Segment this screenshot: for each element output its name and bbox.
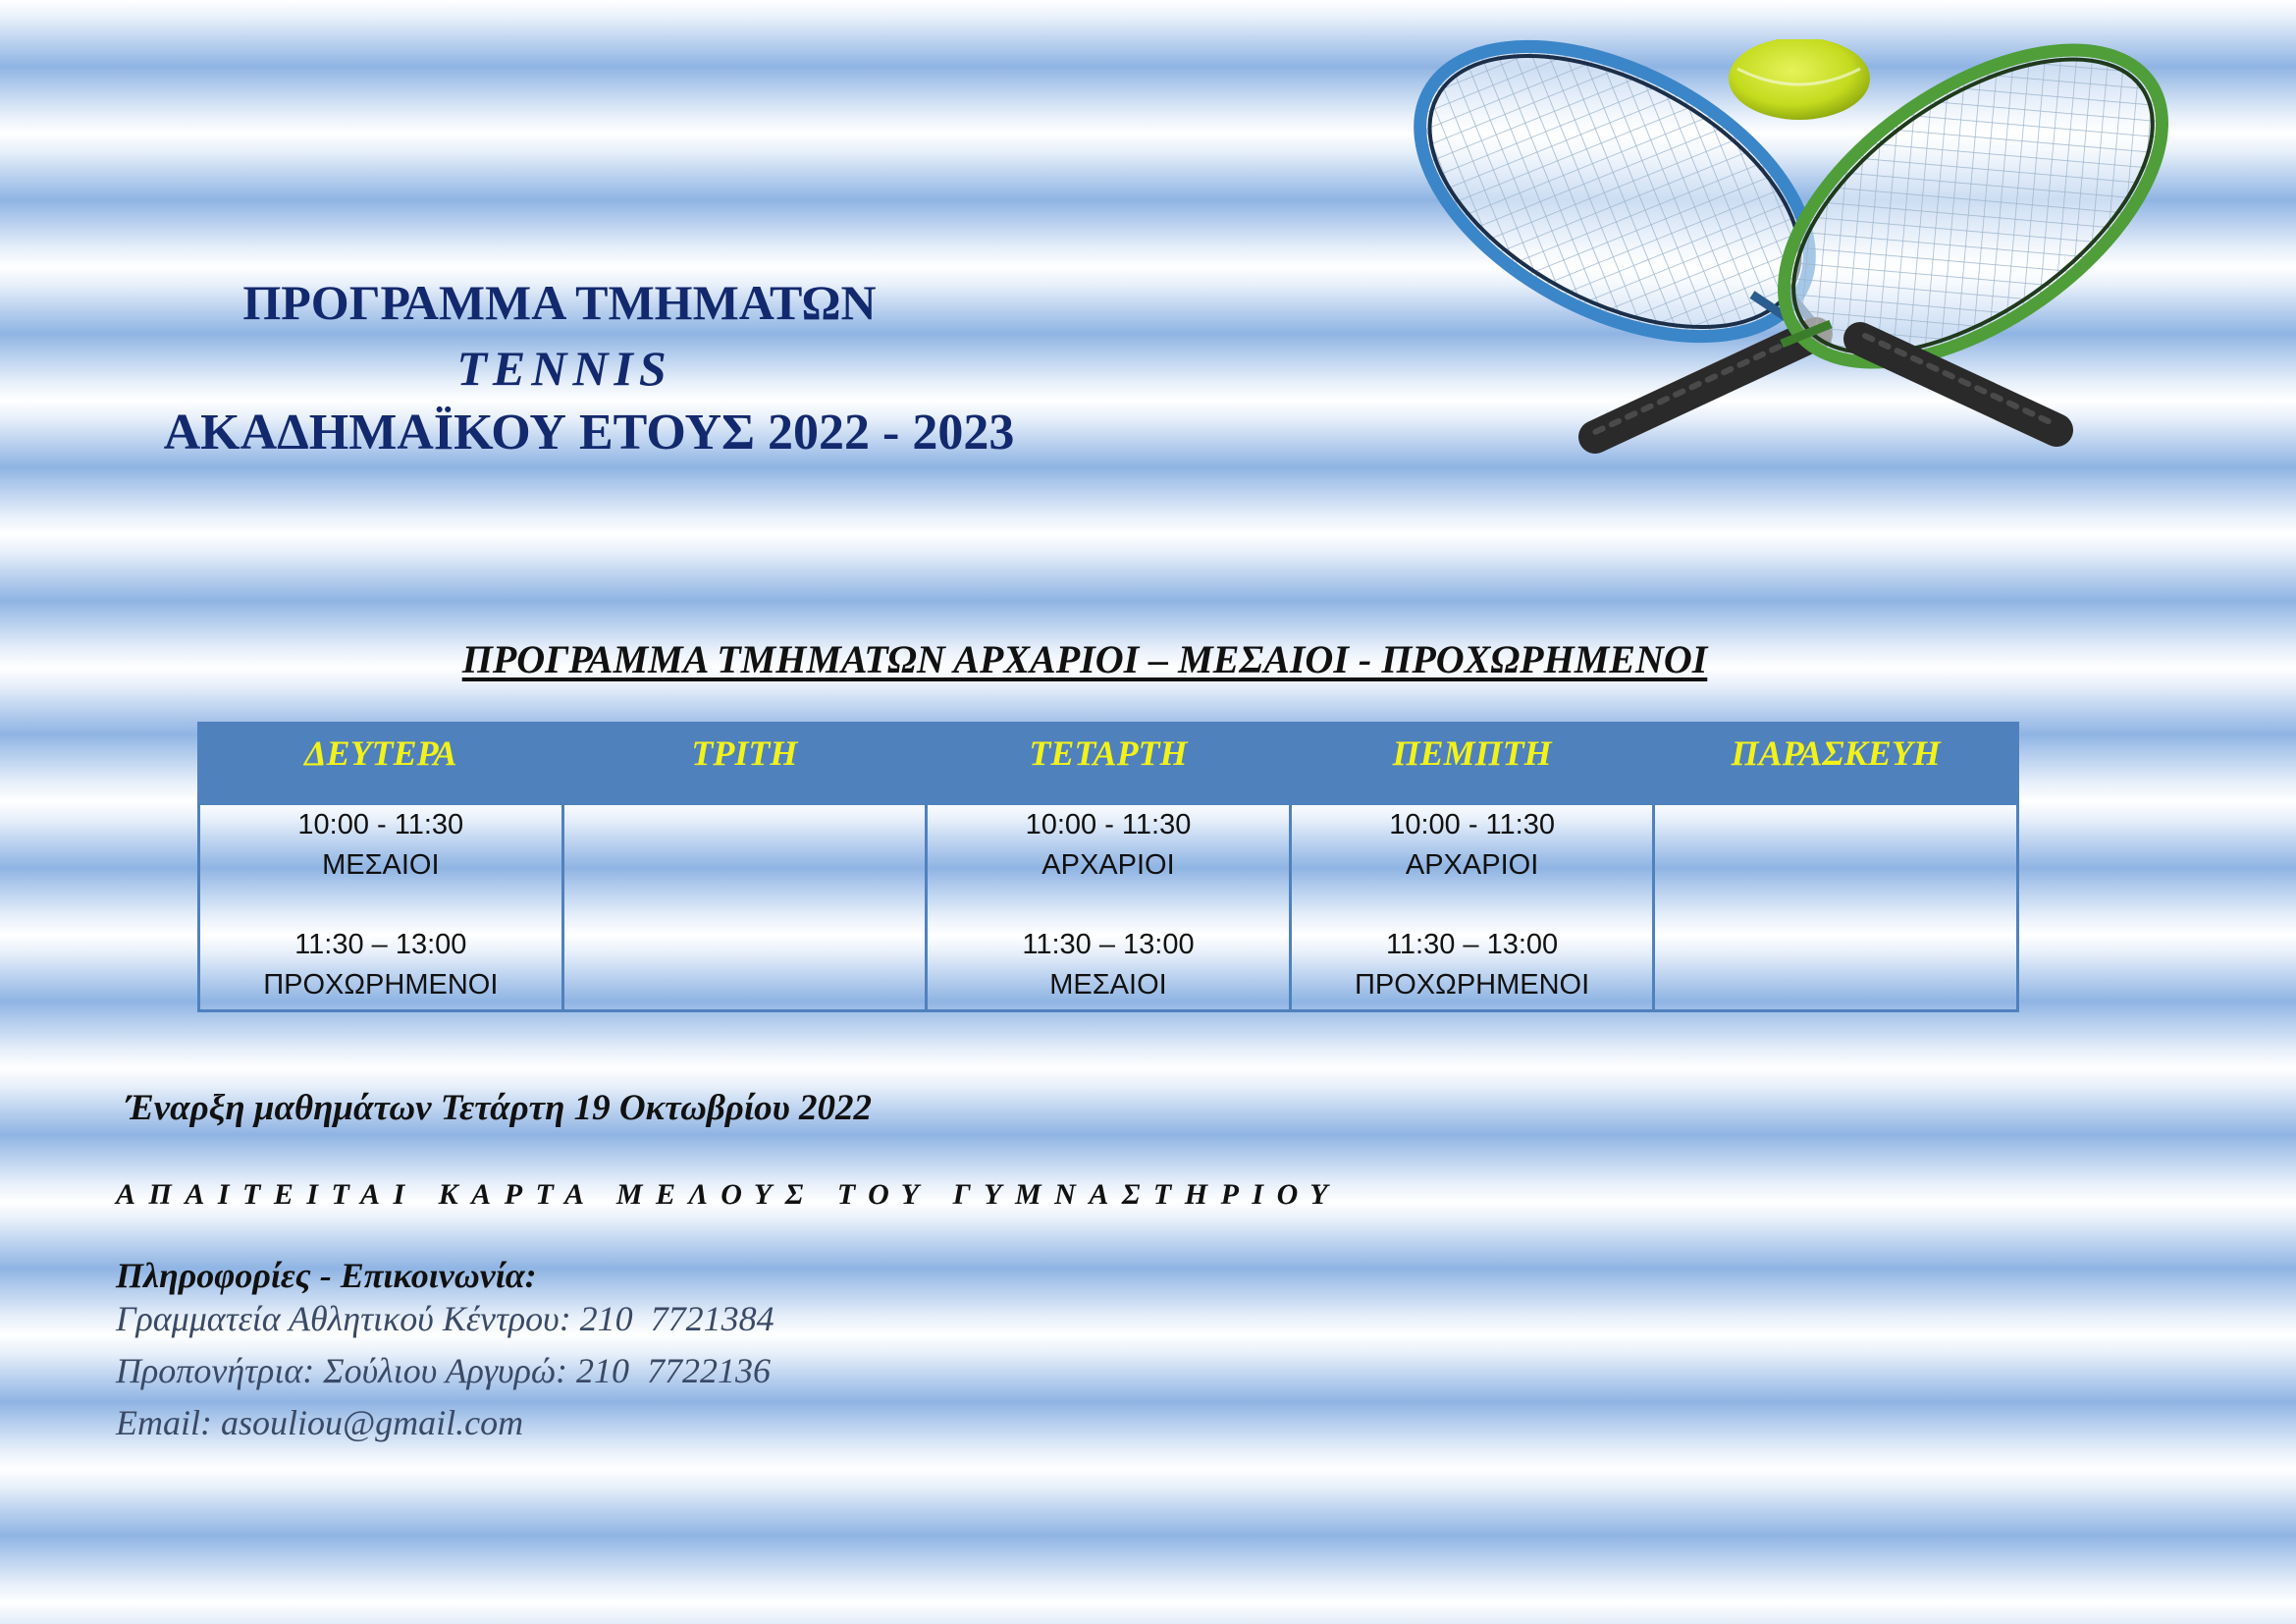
- cell-tuesday: [562, 804, 927, 1011]
- contact-email[interactable]: Email: asouliou@gmail.com: [116, 1403, 524, 1442]
- day-header-friday: ΠΑΡΑΣΚΕΥΗ: [1654, 724, 2018, 804]
- slot-time: 11:30 – 13:00: [1022, 929, 1195, 960]
- schedule-title: ΠΡΟΓΡΑΜΜΑ ΤΜΗΜΑΤΩΝ ΑΡΧΑΡΙΟΙ – ΜΕΣΑΙΟΙ - ΠΡΟΧΩΡΗΜΕΝΟΙ: [461, 637, 1708, 681]
- slot-time: 10:00 - 11:30: [297, 809, 464, 840]
- slot-time: 11:30 – 13:00: [1385, 929, 1559, 960]
- day-header-wednesday: ΤΕΤΑΡΤΗ: [927, 724, 1291, 804]
- time-slot: [928, 925, 1289, 1005]
- day-header-tuesday: ΤΡΙΤΗ: [562, 724, 927, 804]
- slot-time: 10:00 - 11:30: [1389, 809, 1555, 840]
- slot-level: ΠΡΟΧΩΡΗΜΕΝΟΙ: [1354, 969, 1590, 1001]
- cell-friday: [1654, 804, 2018, 1011]
- time-slot: [928, 805, 1289, 886]
- tennis-rackets-and-ball-icon: [1369, 39, 2253, 461]
- cell-thursday: [1290, 804, 1654, 1011]
- contact-heading: Πληροφορίες - Επικοινωνία:: [116, 1256, 537, 1295]
- title-line-1: ΠΡΟΓΡΑΜΜΑ ΤΜΗΜΑΤΩΝ: [242, 275, 877, 330]
- slot-level: ΠΡΟΧΩΡΗΜΕΝΟΙ: [263, 969, 499, 1001]
- contact-secretariat: Γραμματεία Αθλητικού Κέντρου: 210 7721384: [116, 1299, 774, 1338]
- slot-time: 11:30 – 13:00: [294, 929, 467, 960]
- title-line-3: ΑΚΑΔΗΜΑΪΚΟΥ ΕΤΟΥΣ 2022 - 2023: [163, 405, 1015, 460]
- contact-coach: Προπονήτρια: Σούλιου Αργυρώ: 210 7722136: [116, 1351, 771, 1390]
- slot-level: ΑΡΧΑΡΙΟΙ: [1041, 849, 1175, 881]
- schedule-header-row: [199, 724, 2018, 804]
- time-slot: [200, 925, 561, 1005]
- slot-time: 10:00 - 11:30: [1025, 809, 1192, 840]
- day-header-monday: ΔΕΥΤΕΡΑ: [199, 724, 563, 804]
- slot-level: ΑΡΧΑΡΙΟΙ: [1405, 849, 1539, 881]
- membership-requirement: ΑΠΑΙΤΕΙΤΑΙ ΚΑΡΤΑ ΜΕΛΟΥΣ ΤΟΥ ΓΥΜΝΑΣΤΗΡΙΟΥ: [116, 1178, 1342, 1211]
- cell-monday: [199, 804, 563, 1011]
- time-slot: [200, 805, 561, 886]
- time-slot: [1292, 805, 1653, 886]
- slot-level: ΜΕΣΑΙΟΙ: [322, 849, 440, 881]
- tennis-ball-icon: [1729, 39, 1870, 120]
- start-date-note: Έναρξη μαθημάτων Τετάρτη 19 Οκτωβρίου 2022: [126, 1088, 873, 1128]
- day-header-thursday: ΠΕΜΠΤΗ: [1290, 724, 1654, 804]
- schedule-row: [199, 804, 2018, 1011]
- schedule-table: [197, 722, 2019, 1012]
- slot-level: ΜΕΣΑΙΟΙ: [1049, 969, 1167, 1001]
- cell-wednesday: [927, 804, 1291, 1011]
- time-slot: [1292, 925, 1653, 1005]
- title-line-2: TENNIS: [456, 341, 672, 396]
